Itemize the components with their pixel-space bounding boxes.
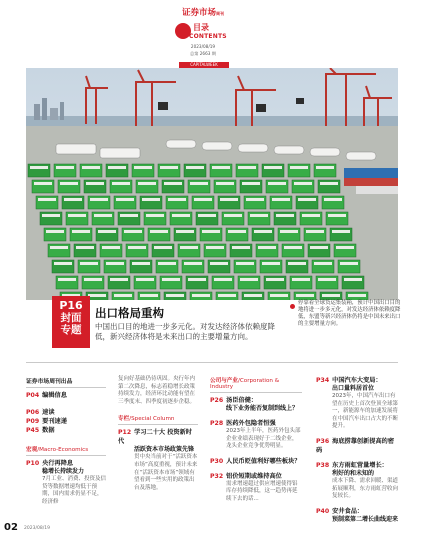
toc-article-summary: 7月工业、消费、投资及信贷等数据增速均低于预期，国内需求仍显不足，经济修 (42, 476, 107, 505)
bus-shape (288, 164, 310, 177)
bus-shape (286, 260, 308, 273)
cover-feature-title[interactable]: 出口格局重构 (95, 306, 164, 320)
bus-shape (118, 212, 140, 225)
bus-shape (80, 164, 102, 177)
bus-roof-shape (236, 262, 254, 265)
issue-number: 总第 2663 期 (190, 51, 216, 56)
bus-shape (174, 228, 196, 241)
bus-shape (82, 276, 104, 289)
bus-roof-shape (136, 278, 154, 281)
bus-roof-shape (272, 198, 290, 201)
toc-article-title[interactable]: P40 安井食品： (316, 507, 364, 515)
bus-roof-shape (30, 166, 48, 169)
bus-roof-shape (344, 278, 362, 281)
bus-shape (178, 244, 200, 257)
bus-shape (152, 244, 174, 257)
bus-shape (70, 228, 92, 241)
bus-roof-shape (76, 246, 94, 249)
toc-article-summary: 2023年上半年，医药外包头部企业业绩表现好于二线企业，龙头企业竞争优势明显。 (226, 428, 301, 450)
bus-roof-shape (106, 262, 124, 265)
toc-entry[interactable]: P06 速读 (26, 409, 55, 416)
toc-article-title[interactable]: P10 央行再降息 (26, 460, 74, 467)
publisher-header: 证券市场周刊出品 (26, 379, 73, 385)
bus-roof-shape (138, 182, 156, 185)
column-2 (118, 376, 198, 492)
bus-shape (66, 212, 88, 225)
bus-roof-shape (84, 278, 102, 281)
bus-roof-shape (116, 198, 134, 201)
bus-shape (130, 260, 152, 273)
bus-roof-shape (160, 166, 178, 169)
bus-roof-shape (34, 182, 52, 185)
bus-roof-shape (206, 246, 224, 249)
bus-roof-shape (242, 182, 260, 185)
bus-roof-shape (120, 214, 138, 217)
header-rule (26, 387, 106, 388)
bus-roof-shape (60, 182, 78, 185)
bus-shape (156, 260, 178, 273)
bus-shape (236, 164, 258, 177)
bus-shape (292, 180, 314, 193)
bus-shape (342, 276, 364, 289)
cover-feature-tag-line2: 专题 (60, 324, 82, 336)
issue-date: 2023/08/19 (190, 44, 216, 49)
bus-roof-shape (264, 166, 282, 169)
toc-article-summary-cont: 复向好基础仍待巩固。央行年内第二次降息，标志着稳增长政策持续发力，经济环比动能有望在三季度末、四季度初逐步企稳。 (118, 376, 196, 405)
bus-shape (218, 196, 240, 209)
bus-roof-shape (50, 246, 68, 249)
bus-roof-shape (296, 294, 314, 297)
toc-article-title[interactable]: P30 人民币贬值利好哪些板块？ (210, 457, 301, 465)
bus-shape (316, 276, 338, 289)
bus-shape (184, 164, 206, 177)
bus-shape (282, 244, 304, 257)
bus-roof-shape (154, 246, 172, 249)
bus-roof-shape (56, 166, 74, 169)
masthead-ribbon: CAPITALWEEK (179, 62, 229, 68)
toc-article-title[interactable]: P34 中国汽车大变局： (316, 377, 382, 384)
cover-feature-tag (52, 296, 90, 348)
bus-shape (52, 260, 74, 273)
bus-shape (296, 196, 318, 209)
bus-shape (106, 164, 128, 177)
bus-roof-shape (306, 230, 324, 233)
bus-shape (166, 196, 188, 209)
bus-roof-shape (132, 262, 150, 265)
bus-shape (54, 164, 76, 177)
bus-roof-shape (166, 294, 184, 297)
bus-shape (100, 244, 122, 257)
brand-title: 证券市场周刊 (181, 8, 224, 18)
masthead (173, 4, 231, 66)
bus-shape (110, 180, 132, 193)
section-heading-corporate: 公司与产业/Corporation & Industry (210, 378, 280, 390)
toc-article-subtitle[interactable]: 活跃资本市场政策先锋 (134, 446, 195, 454)
bus-shape (28, 164, 50, 177)
bus-shape (270, 196, 292, 209)
bus-shape (104, 260, 126, 273)
bus-shape (196, 212, 218, 225)
bus-roof-shape (38, 198, 56, 201)
toc-article-title[interactable]: P28 医药外包隐者恒强 (210, 420, 276, 427)
bus-shape (222, 212, 244, 225)
bus-shape (136, 180, 158, 193)
bus-shape (158, 164, 180, 177)
bus-roof-shape (324, 198, 342, 201)
bus-shape (240, 180, 262, 193)
photo-caption: 停靠着全球货运集装箱，预计中国出口目的地将进一步多元化，对发达经济体依赖度降低，东盟等新兴经济体仍将是中国未来出口的主要增量方向。 (298, 300, 401, 327)
bus-shape (226, 228, 248, 241)
toc-article-summary: 成本下降、需求回暖、渠道拓展顺利，东方雨虹营收向复较长。 (332, 477, 399, 500)
bus-roof-shape (238, 166, 256, 169)
bus-roof-shape (86, 182, 104, 185)
bus-roof-shape (98, 230, 116, 233)
bus-roof-shape (158, 262, 176, 265)
bus-roof-shape (244, 294, 262, 297)
bus-shape (58, 180, 80, 193)
bus-shape (314, 164, 336, 177)
bus-shape (140, 196, 162, 209)
bus-roof-shape (218, 294, 236, 297)
bus-shape (134, 276, 156, 289)
bus-roof-shape (102, 246, 120, 249)
bus-roof-shape (184, 262, 202, 265)
bus-roof-shape (214, 278, 232, 281)
bus-shape (208, 260, 230, 273)
bus-shape (32, 180, 54, 193)
bus-roof-shape (80, 262, 98, 265)
bus-roof-shape (202, 230, 220, 233)
bus-roof-shape (172, 214, 190, 217)
toc-article-title[interactable]: P38 东方雨虹营量增长： (316, 461, 388, 469)
bus-roof-shape (164, 182, 182, 185)
bus-roof-shape (314, 262, 332, 265)
bus-shape (300, 212, 322, 225)
bus-shape (238, 276, 260, 289)
bus-roof-shape (94, 214, 112, 217)
bus-shape (260, 260, 282, 273)
bus-shape (278, 228, 300, 241)
bus-roof-shape (134, 166, 152, 169)
toc-entry[interactable]: P04 编辑信息 (26, 392, 67, 399)
bus-shape (162, 180, 184, 193)
bus-roof-shape (310, 246, 328, 249)
bus-roof-shape (42, 214, 60, 217)
bus-roof-shape (46, 230, 64, 233)
bus-shape (338, 260, 360, 273)
bus-roof-shape (266, 278, 284, 281)
bus-roof-shape (140, 294, 158, 297)
bus-roof-shape (210, 262, 228, 265)
bus-roof-shape (90, 198, 108, 201)
bus-shape (132, 164, 154, 177)
toc-entry[interactable]: P09 要刊速递 (26, 418, 67, 425)
bus-shape (204, 244, 226, 257)
bus-shape (188, 180, 210, 193)
toc-article-title[interactable]: P26 汤臣倍健： (210, 397, 258, 404)
bus-roof-shape (54, 262, 72, 265)
bus-shape (122, 228, 144, 241)
bus-roof-shape (276, 214, 294, 217)
bus-roof-shape (316, 166, 334, 169)
toc-article-title[interactable]: P36 海底捞靠创新提高的密码 (316, 437, 395, 454)
bus-shape (96, 228, 118, 241)
bus-roof-shape (288, 262, 306, 265)
bus-roof-shape (246, 198, 264, 201)
section-rule (26, 455, 106, 456)
bus-shape (92, 212, 114, 225)
bus-roof-shape (212, 166, 230, 169)
toc-article-title[interactable]: P12 学习二十大 投资新时代 (118, 429, 192, 446)
bus-roof-shape (318, 278, 336, 281)
bus-shape (200, 228, 222, 241)
bus-roof-shape (110, 278, 128, 281)
bus-shape (74, 244, 96, 257)
bus-shape (230, 244, 252, 257)
bus-shape (126, 244, 148, 257)
bus-shape (290, 276, 312, 289)
bus-roof-shape (112, 182, 130, 185)
bus-roof-shape (270, 294, 288, 297)
contents-title-cn: 目录 (193, 23, 209, 32)
bus-shape (44, 228, 66, 241)
bus-roof-shape (194, 198, 212, 201)
bus-roof-shape (190, 182, 208, 185)
bus-roof-shape (348, 294, 366, 297)
column-3 (210, 376, 302, 504)
bus-shape (304, 228, 326, 241)
bus-shape (182, 260, 204, 273)
bus-shape (36, 196, 58, 209)
bus-roof-shape (216, 182, 234, 185)
bus-roof-shape (82, 166, 100, 169)
toc-article-subtitle[interactable]: 预制菜第二增长曲线迎来 (332, 515, 399, 523)
bus-shape (264, 276, 286, 289)
bus-roof-shape (168, 198, 186, 201)
bus-roof-shape (268, 182, 286, 185)
section-divider (26, 362, 398, 363)
toc-article-summary: 贯中央当前对于“活跃资本市场”高度重视，预计未来在“活跃资本市场”领域有望看到一些实用的政策出台及落地。 (134, 454, 198, 491)
column-4 (316, 376, 400, 524)
cover-photo (26, 68, 398, 300)
bus-roof-shape (228, 230, 246, 233)
bus-roof-shape (340, 262, 358, 265)
bus-shape (56, 276, 78, 289)
bus-roof-shape (224, 214, 242, 217)
bus-shape (322, 196, 344, 209)
toc-article-summary: 2023年，中国汽车出口有望在历史上首次登顶全球第一，新能源车的加速发展将在中国汽车出口占大的不断提升。 (332, 393, 399, 430)
bus-shape (266, 180, 288, 193)
bus-roof-shape (114, 294, 132, 297)
bus-roof-shape (124, 230, 142, 233)
bus-roof-shape (280, 230, 298, 233)
bus-roof-shape (292, 278, 310, 281)
bus-roof-shape (188, 278, 206, 281)
bus-shape (318, 180, 340, 193)
bus-shape (84, 180, 106, 193)
section-heading-special: 专栏/Special Column (118, 416, 175, 423)
bus-shape (326, 212, 348, 225)
bus-shape (148, 228, 170, 241)
bus-shape (262, 164, 284, 177)
bus-roof-shape (332, 230, 350, 233)
bus-shape (48, 244, 70, 257)
bus-shape (214, 180, 236, 193)
bus-shape (308, 244, 330, 257)
section-heading-macro: 宏观/Macro-Economics (26, 447, 89, 453)
bus-shape (256, 244, 278, 257)
bus-roof-shape (258, 246, 276, 249)
section-rule (210, 392, 302, 393)
toc-entry[interactable]: P45 数据 (26, 427, 55, 434)
bus-shape (114, 196, 136, 209)
toc-article-subtitle[interactable]: 出口量料居首位 (332, 385, 375, 392)
cover-feature-description: 中国出口目的地进一步多元化。对发达经济体依赖度降低，新兴经济体将是未来出口的主要增量方向。 (95, 322, 275, 341)
bus-roof-shape (58, 278, 76, 281)
port-photo-illustration (26, 68, 398, 300)
bus-roof-shape (220, 198, 238, 201)
bus-shape (192, 196, 214, 209)
bus-shape (62, 196, 84, 209)
bus-roof-shape (186, 166, 204, 169)
bus-roof-shape (142, 198, 160, 201)
bus-roof-shape (68, 214, 86, 217)
bus-roof-shape (72, 230, 90, 233)
toc-article-title[interactable]: P32 铝价短期或维持高位 (210, 472, 282, 480)
bus-roof-shape (176, 230, 194, 233)
bus-shape (160, 276, 182, 289)
bus-roof-shape (284, 246, 302, 249)
page-number: 02 (4, 522, 18, 533)
contents-title-en: CONTENTS (189, 33, 227, 40)
toc-article-subtitle[interactable]: 线下业务能否复制到线上？ (226, 405, 299, 412)
section-rule (118, 424, 198, 425)
bus-roof-shape (298, 198, 316, 201)
bus-shape (186, 276, 208, 289)
caption-bullet-icon (290, 304, 295, 309)
bus-shape (334, 244, 356, 257)
bus-roof-shape (146, 214, 164, 217)
bus-shape (170, 212, 192, 225)
bus-roof-shape (150, 230, 168, 233)
toc-article-summary: 需求增速超过供应增速使得铝库存持续降低，这一趋势再延续下去的话... (226, 480, 298, 502)
bus-roof-shape (322, 294, 340, 297)
bus-roof-shape (180, 246, 198, 249)
bus-shape (312, 260, 334, 273)
bus-roof-shape (254, 230, 272, 233)
bus-shape (88, 196, 110, 209)
bus-roof-shape (88, 294, 106, 297)
bus-shape (330, 228, 352, 241)
bus-roof-shape (108, 166, 126, 169)
bus-roof-shape (294, 182, 312, 185)
cover-feature-tag-line1: 封面 (60, 312, 82, 324)
bus-shape (78, 260, 100, 273)
bus-roof-shape (192, 294, 210, 297)
bus-roof-shape (250, 214, 268, 217)
bus-roof-shape (128, 246, 146, 249)
bus-shape (144, 212, 166, 225)
bus-shape (40, 212, 62, 225)
bus-shape (108, 276, 130, 289)
bus-roof-shape (320, 182, 338, 185)
bus-shape (252, 228, 274, 241)
bus-roof-shape (336, 246, 354, 249)
bus-roof-shape (232, 246, 250, 249)
cover-feature-page: P16 (59, 299, 83, 312)
bus-roof-shape (302, 214, 320, 217)
column-1 (26, 376, 106, 506)
bus-roof-shape (64, 198, 82, 201)
bus-shape (210, 164, 232, 177)
bus-roof-shape (262, 262, 280, 265)
bus-roof-shape (162, 278, 180, 281)
bus-shape (212, 276, 234, 289)
bus-roof-shape (240, 278, 258, 281)
toc-article-subtitle[interactable]: 稳增长持续发力 (42, 468, 85, 475)
bus-shape (234, 260, 256, 273)
footer-date: 2023/08/19 (24, 526, 50, 531)
bus-shape (244, 196, 266, 209)
bus-shape (248, 212, 270, 225)
bus-roof-shape (198, 214, 216, 217)
toc-article-subtitle[interactable]: 利好的和未知的 (332, 469, 375, 477)
bus-roof-shape (290, 166, 308, 169)
bus-roof-shape (328, 214, 346, 217)
bus-shape (274, 212, 296, 225)
